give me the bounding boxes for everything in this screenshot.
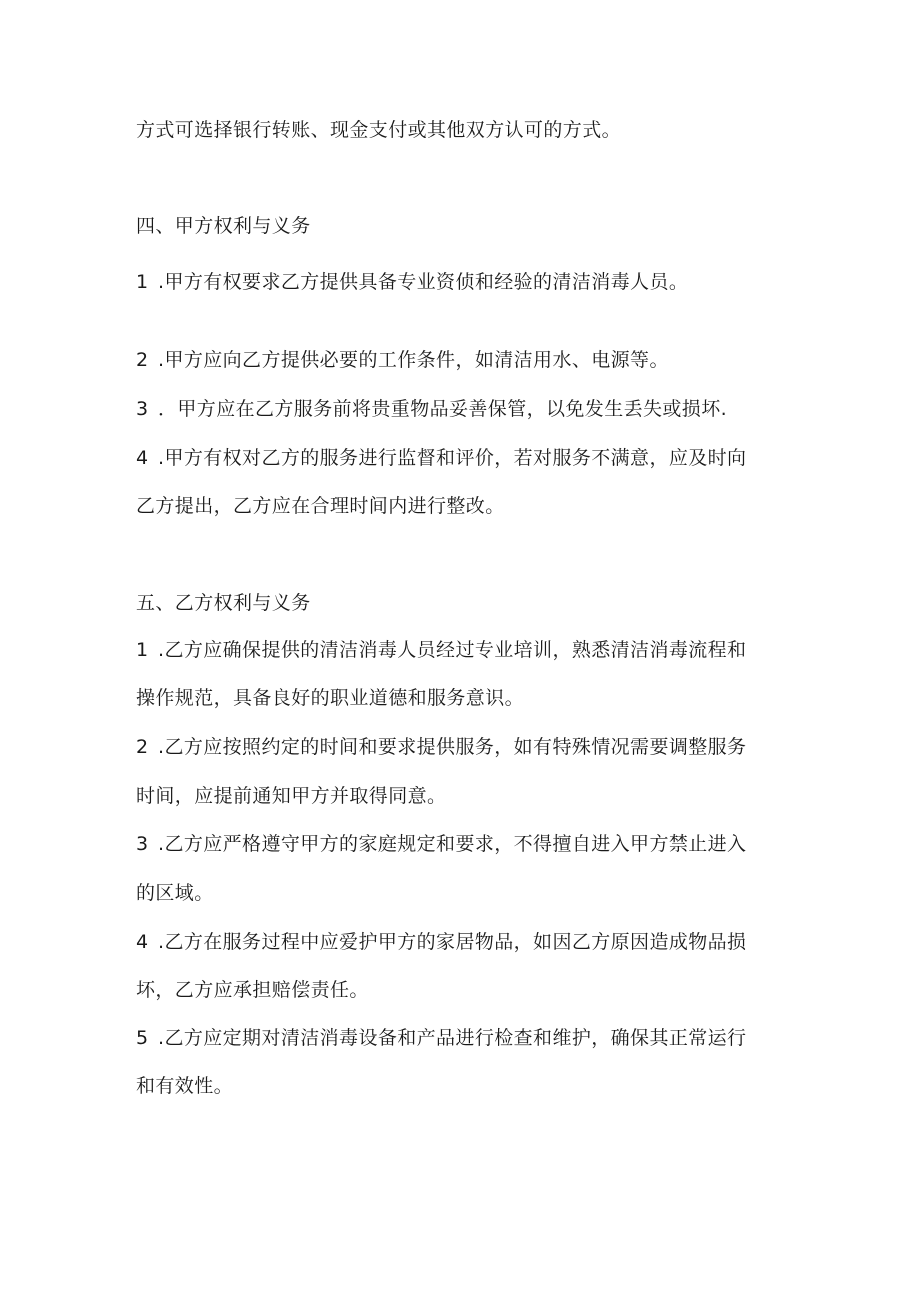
section-5-item-3 — [136, 831, 776, 857]
item-number: 5 — [136, 1027, 149, 1049]
item-number: 1 — [136, 271, 149, 293]
item-text: .甲方有权要求乙方提供具备专业资侦和经验的清洁消毒人员。 — [158, 271, 689, 293]
section-5-item-1 — [136, 637, 776, 663]
section-5-item-4 — [136, 929, 776, 955]
item-number: 1 — [136, 639, 149, 661]
section-4-item-2 — [136, 347, 776, 373]
section-5-item-3-continued: 的区域。 — [136, 882, 214, 904]
section-4-item-3 — [136, 396, 776, 422]
item-number: 4 — [136, 447, 149, 469]
section-4-item-4-continued: 乙方提出，乙方应在合理时间内进行整改。 — [136, 495, 505, 517]
item-number: 2 — [136, 349, 149, 371]
item-text: ．甲方应在乙方服务前将贵重物品妥善保管，以免发生丢失或损坏. — [158, 398, 728, 420]
item-number: 3 — [136, 833, 149, 855]
section-5-item-1-continued: 操作规范，具备良好的职业道德和服务意识。 — [136, 687, 525, 709]
item-text: .甲方应向乙方提供必要的工作条件，如清洁用水、电源等。 — [158, 349, 669, 371]
section-5-item-5-continued: 和有效性。 — [136, 1075, 234, 1097]
item-text: .乙方应确保提供的清洁消毒人员经过专业培训，熟悉清洁消毒流程和 — [158, 639, 747, 661]
item-text: .乙方在服务过程中应爱护甲方的家居物品，如因乙方原因造成物品损 — [158, 931, 747, 953]
section-4-item-4 — [136, 445, 776, 471]
item-text: .乙方应按照约定的时间和要求提供服务，如有特殊情况需要调整服务 — [158, 736, 747, 758]
section-4-item-1 — [136, 269, 776, 295]
item-number: 3 — [136, 398, 149, 420]
section-5-item-5 — [136, 1025, 776, 1051]
item-number: 2 — [136, 736, 149, 758]
section-5-item-2-continued: 时间，应提前通知甲方并取得同意。 — [136, 785, 447, 807]
section-5-heading: 五、乙方权利与义务 — [136, 592, 311, 614]
section-5-item-2 — [136, 734, 776, 760]
item-text: .甲方有权对乙方的服务进行监督和评价，若对服务不满意，应及时向 — [158, 447, 747, 469]
section-4-heading: 四、甲方权利与义务 — [136, 215, 311, 237]
item-text: .乙方应严格遵守甲方的家庭规定和要求，不得擅自进入甲方禁止进入 — [158, 833, 747, 855]
continuation-text: 方式可选择银行转账、现金支付或其他双方认可的方式。 — [136, 119, 622, 141]
item-text: .乙方应定期对清洁消毒设备和产品进行检查和维护，确保其正常运行 — [158, 1027, 747, 1049]
item-number: 4 — [136, 931, 149, 953]
section-5-item-4-continued: 坏，乙方应承担赔偿责任。 — [136, 979, 369, 1001]
